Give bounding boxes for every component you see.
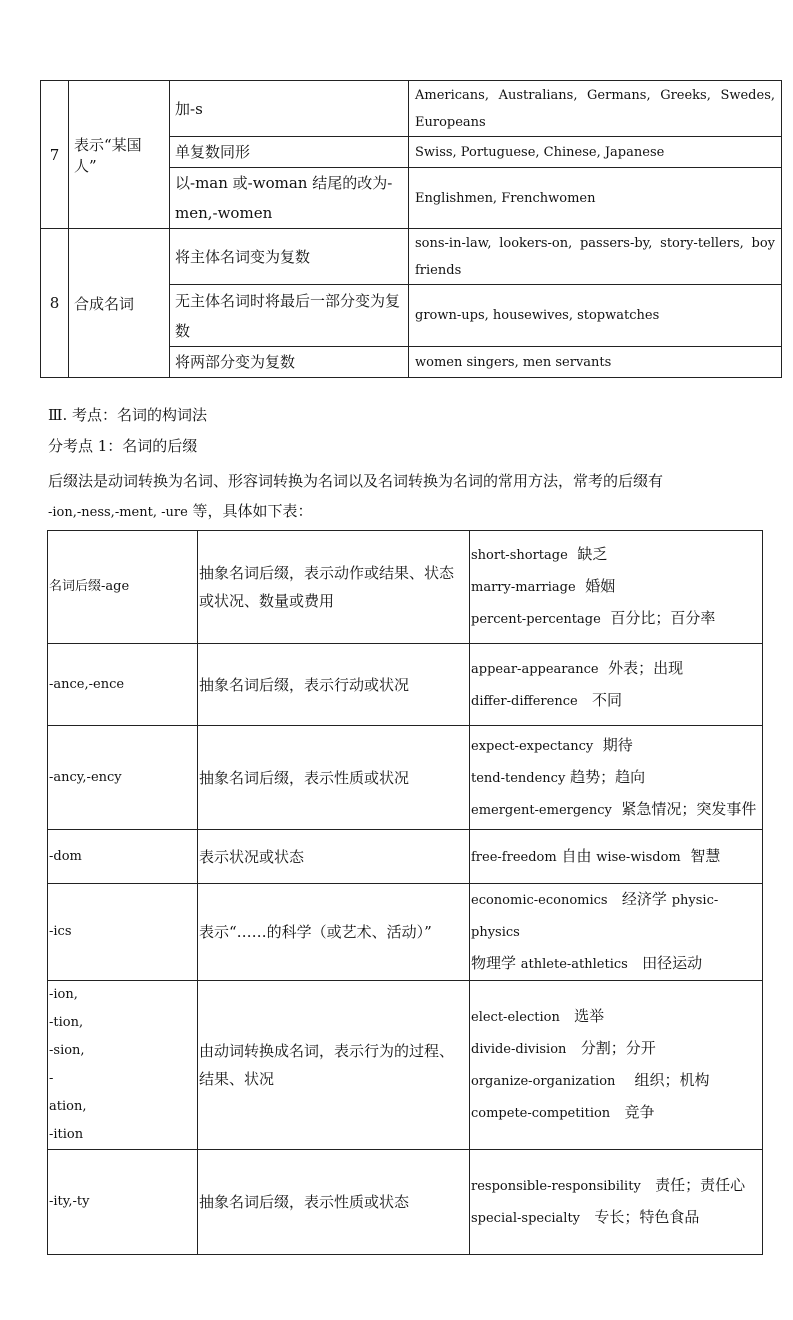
- example-line: differ-difference 不同: [471, 690, 623, 709]
- example-line: economic-economics 经济学 physic-physics: [471, 890, 719, 940]
- example-line: percent-percentage 百分比；百分率: [471, 609, 716, 627]
- suffix-table: [47, 530, 763, 1255]
- examples-cell: women singers, men servants: [409, 347, 782, 378]
- suffix-cell: -ity,-ty: [48, 1150, 198, 1255]
- example-line: emergent-emergency 紧急情况；突发事件: [471, 799, 757, 818]
- intro-main-text: 后缀法是动词转换为名词、形容词转换为名词以及名词转换为名词的常用方法，常考的后缀有: [48, 472, 664, 490]
- intro-tail-text: 等，具体如下表：: [187, 502, 313, 520]
- row-number: 7: [41, 81, 69, 229]
- example-line: 物理学 athlete-athletics 田径运动: [471, 954, 703, 972]
- examples-cell: [470, 981, 763, 1150]
- example-line: marry-marriage 婚姻: [471, 577, 616, 595]
- category-cell: 表示“某国人”: [69, 81, 170, 229]
- example-line: expect-expectancy 期待: [471, 735, 633, 754]
- example-line: appear-appearance 外表；出现: [471, 658, 684, 677]
- examples-cell: Englishmen, Frenchwomen: [409, 168, 782, 229]
- rule-cell: 将主体名词变为复数: [170, 229, 409, 285]
- rule-cell: 加-s: [170, 81, 409, 137]
- examples-cell: [470, 830, 763, 884]
- examples-cell: [470, 531, 763, 644]
- suffix-cell: -dom: [48, 830, 198, 884]
- suffix-cell: -ance,-ence: [48, 644, 198, 726]
- examples-cell: grown-ups, housewives, stopwatches: [409, 285, 782, 347]
- suffix-cell: [48, 981, 198, 1150]
- rule-cell: 单复数同形: [170, 137, 409, 168]
- desc-cell: 表示“……的科学（或艺术、活动）”: [198, 884, 470, 981]
- example-line: organize-organization 组织；机构: [471, 1071, 710, 1089]
- examples-cell: Swiss, Portuguese, Chinese, Japanese: [409, 137, 782, 168]
- rule-cell: 以-man 或-woman 结尾的改为-men,-women: [170, 168, 409, 229]
- suffix-cell: -ancy,-ency: [48, 726, 198, 830]
- intro-suffix-list: -ion,-ness,-ment, -ure: [48, 505, 188, 520]
- example-line: short-shortage 缺乏: [471, 545, 608, 563]
- examples-cell: [470, 884, 763, 981]
- example-line: tend-tendency 趋势；趋向: [471, 767, 646, 786]
- plural-table: [40, 80, 782, 378]
- examples-cell: sons-in-law, lookers-on, passers-by, story-tellers, boy friends: [409, 229, 782, 285]
- intro-paragraph: [48, 466, 758, 528]
- desc-cell: 抽象名词后缀，表示行动或状况: [198, 644, 470, 726]
- desc-cell: 由动词转换成名词，表示行为的过程、结果、状况: [198, 981, 470, 1150]
- desc-cell: 抽象名词后缀，表示性质或状态: [198, 1150, 470, 1255]
- suffix-text: -ion, -tion, -sion, -ation, -ition: [49, 987, 87, 1142]
- example-line: divide-division 分割；分开: [471, 1039, 656, 1057]
- desc-cell: 抽象名词后缀，表示性质或状况: [198, 726, 470, 830]
- example-line: responsible-responsibility 责任；责任心: [471, 1176, 746, 1194]
- section-subtitle: 分考点 1：名词的后缀: [48, 437, 198, 455]
- row-number: 8: [41, 229, 69, 378]
- example-line: special-specialty 专长；特色食品: [471, 1208, 700, 1226]
- examples-cell: Americans, Australians, Germans, Greeks, Swedes, Europeans: [409, 81, 782, 137]
- desc-cell: 表示状况或状态: [198, 830, 470, 884]
- rule-cell: 无主体名词时将最后一部分变为复数: [170, 285, 409, 347]
- example-line: elect-election 选举: [471, 1007, 605, 1025]
- suffix-cell: -ics: [48, 884, 198, 981]
- example-line: compete-competition 竞争: [471, 1103, 655, 1121]
- examples-cell: [470, 1150, 763, 1255]
- section-title: Ⅲ. 考点：名词的构词法: [48, 406, 208, 424]
- rule-cell: 将两部分变为复数: [170, 347, 409, 378]
- examples-cell: [470, 644, 763, 726]
- examples-cell: [470, 726, 763, 830]
- desc-cell: 抽象名词后缀，表示动作或结果、状态或状况、数量或费用: [198, 531, 470, 644]
- suffix-cell: 名词后缀-age: [48, 531, 198, 644]
- example-line: free-freedom 自由 wise-wisdom 智慧: [471, 846, 721, 865]
- category-cell: 合成名词: [69, 229, 170, 378]
